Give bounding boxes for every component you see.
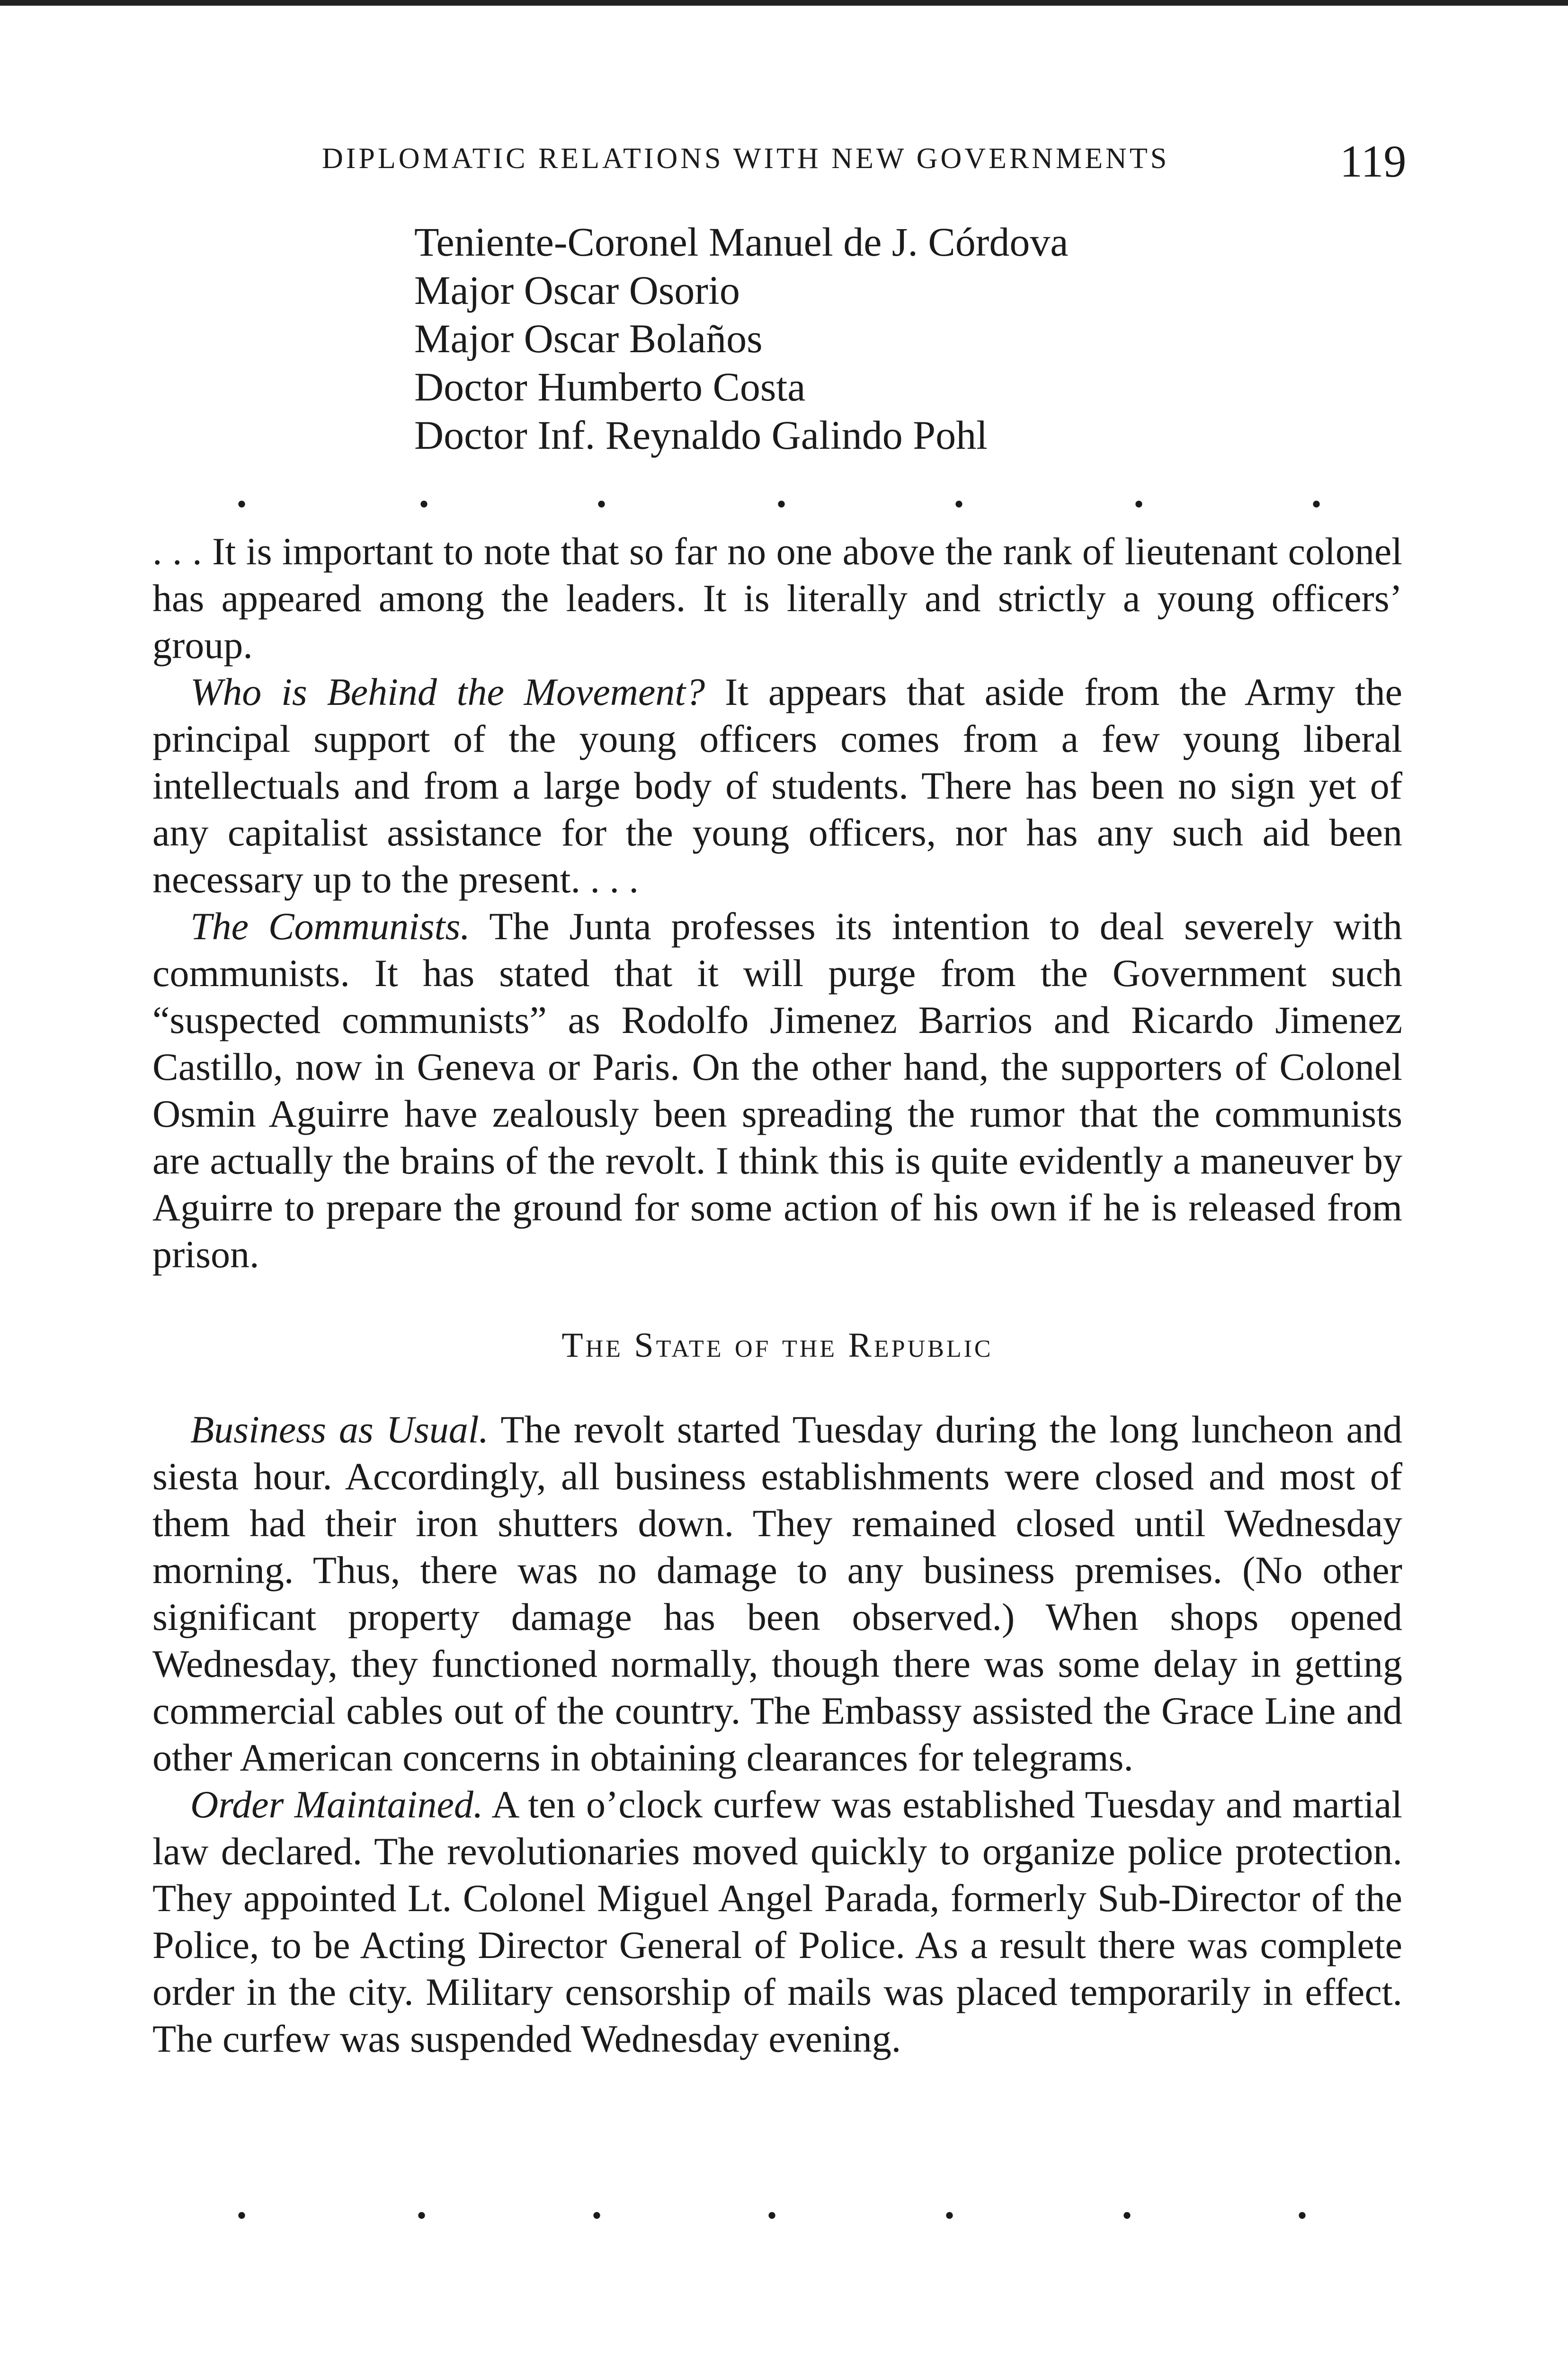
running-head: DIPLOMATIC RELATIONS WITH NEW GOVERNMENTS xyxy=(322,142,1170,175)
ellipsis-dots-row xyxy=(237,2200,1373,2231)
ellipsis-dot: • xyxy=(954,489,964,520)
ellipsis-dot: • xyxy=(1297,2200,1308,2231)
ellipsis-dot: • xyxy=(1311,489,1322,520)
junta-member-name: Teniente-Coronel Manuel de J. Córdova xyxy=(414,219,1069,265)
ellipsis-dot: • xyxy=(776,489,787,520)
junta-member-name: Major Oscar Osorio xyxy=(414,267,740,313)
paragraph-lead-heading: Who is Behind the Movement? xyxy=(190,670,705,713)
junta-member-name: Major Oscar Bolaños xyxy=(414,316,763,361)
paragraph-business-as-usual: Business as Usual. The revolt started Tuesday during the long luncheon and siesta hour. Accordingly, all business establishments were closed and most of them had their iron shutters down. They remained closed until Wednesday morning. Thus, there was no damage to any business premises. (No other significant property damage has been observed.) When shops opened Wednesday, they functioned normally, though there was some delay in getting commercial cables out of the country. The Embassy assisted the Grace Line and other American concerns in obtaining clearances for telegrams. xyxy=(152,1408,1402,1779)
paragraph-lead-heading: The Communists. xyxy=(190,905,470,948)
top-edge-rule xyxy=(0,0,1568,6)
ellipsis-dot: • xyxy=(1134,489,1144,520)
ellipsis-dot: • xyxy=(597,489,607,520)
paragraph-who-is-behind: Who is Behind the Movement? It appears that aside from the Army the principal support of the young officers comes from a few young liberal intellectuals and from a large body of students. There has been no sign yet of any capitalist assistance for the young officers, nor has any such aid been necessary up to the present. . . . xyxy=(152,670,1402,901)
ellipsis-dots-row xyxy=(237,489,1373,520)
junta-member-name: Doctor Humberto Costa xyxy=(414,364,806,409)
section-heading: The State of the Republic xyxy=(561,1326,993,1365)
ellipsis-dot: • xyxy=(592,2200,602,2231)
body-text-lower xyxy=(152,1406,1402,2062)
body-text-upper xyxy=(152,528,1402,1278)
ellipsis-dot: • xyxy=(237,489,247,520)
junta-member-name: Doctor Inf. Reynaldo Galindo Pohl xyxy=(414,412,988,458)
ellipsis-dot: • xyxy=(944,2200,955,2231)
ellipsis-dot: • xyxy=(237,2200,247,2231)
junta-member-list xyxy=(414,218,1361,459)
ellipsis-dot: • xyxy=(417,2200,427,2231)
ellipsis-dot: • xyxy=(767,2200,777,2231)
page-number: 119 xyxy=(1340,136,1407,187)
paragraph-lead-heading: Order Maintained. xyxy=(190,1783,483,1826)
paragraph-young-officers: . . . It is important to note that so far no one above the rank of lieutenant colonel has appeared among the leaders. It is literally and strictly a young officers’ group. xyxy=(152,530,1402,667)
ellipsis-dot: • xyxy=(1122,2200,1132,2231)
paragraph-lead-heading: Business as Usual. xyxy=(190,1408,489,1451)
paragraph-communists: The Communists. The Junta professes its intention to deal severely with communists. It has stated that it will purge from the Government such “suspected communists” as Rodolfo Jimenez Barrios and Ricardo Jimenez Castillo, now in Geneva or Paris. On the other hand, the supporters of Colonel Osmin Aguirre have zealously been spreading the rumor that the communists are actually the brains of the revolt. I think this is quite evidently a maneuver by Aguirre to prepare the ground for some action of his own if he is released from prison. xyxy=(152,905,1402,1276)
paragraph-order-maintained: Order Maintained. A ten o’clock curfew was established Tuesday and martial law declared. The revolutionaries moved quickly to organize police protection. They appointed Lt. Colonel Miguel Angel Parada, formerly Sub-Director of the Police, to be Acting Director General of Police. As a result there was complete order in the city. Military censorship of mails was placed temporarily in effect. The curfew was suspended Wednesday evening. xyxy=(152,1783,1402,2060)
ellipsis-dot: • xyxy=(419,489,429,520)
